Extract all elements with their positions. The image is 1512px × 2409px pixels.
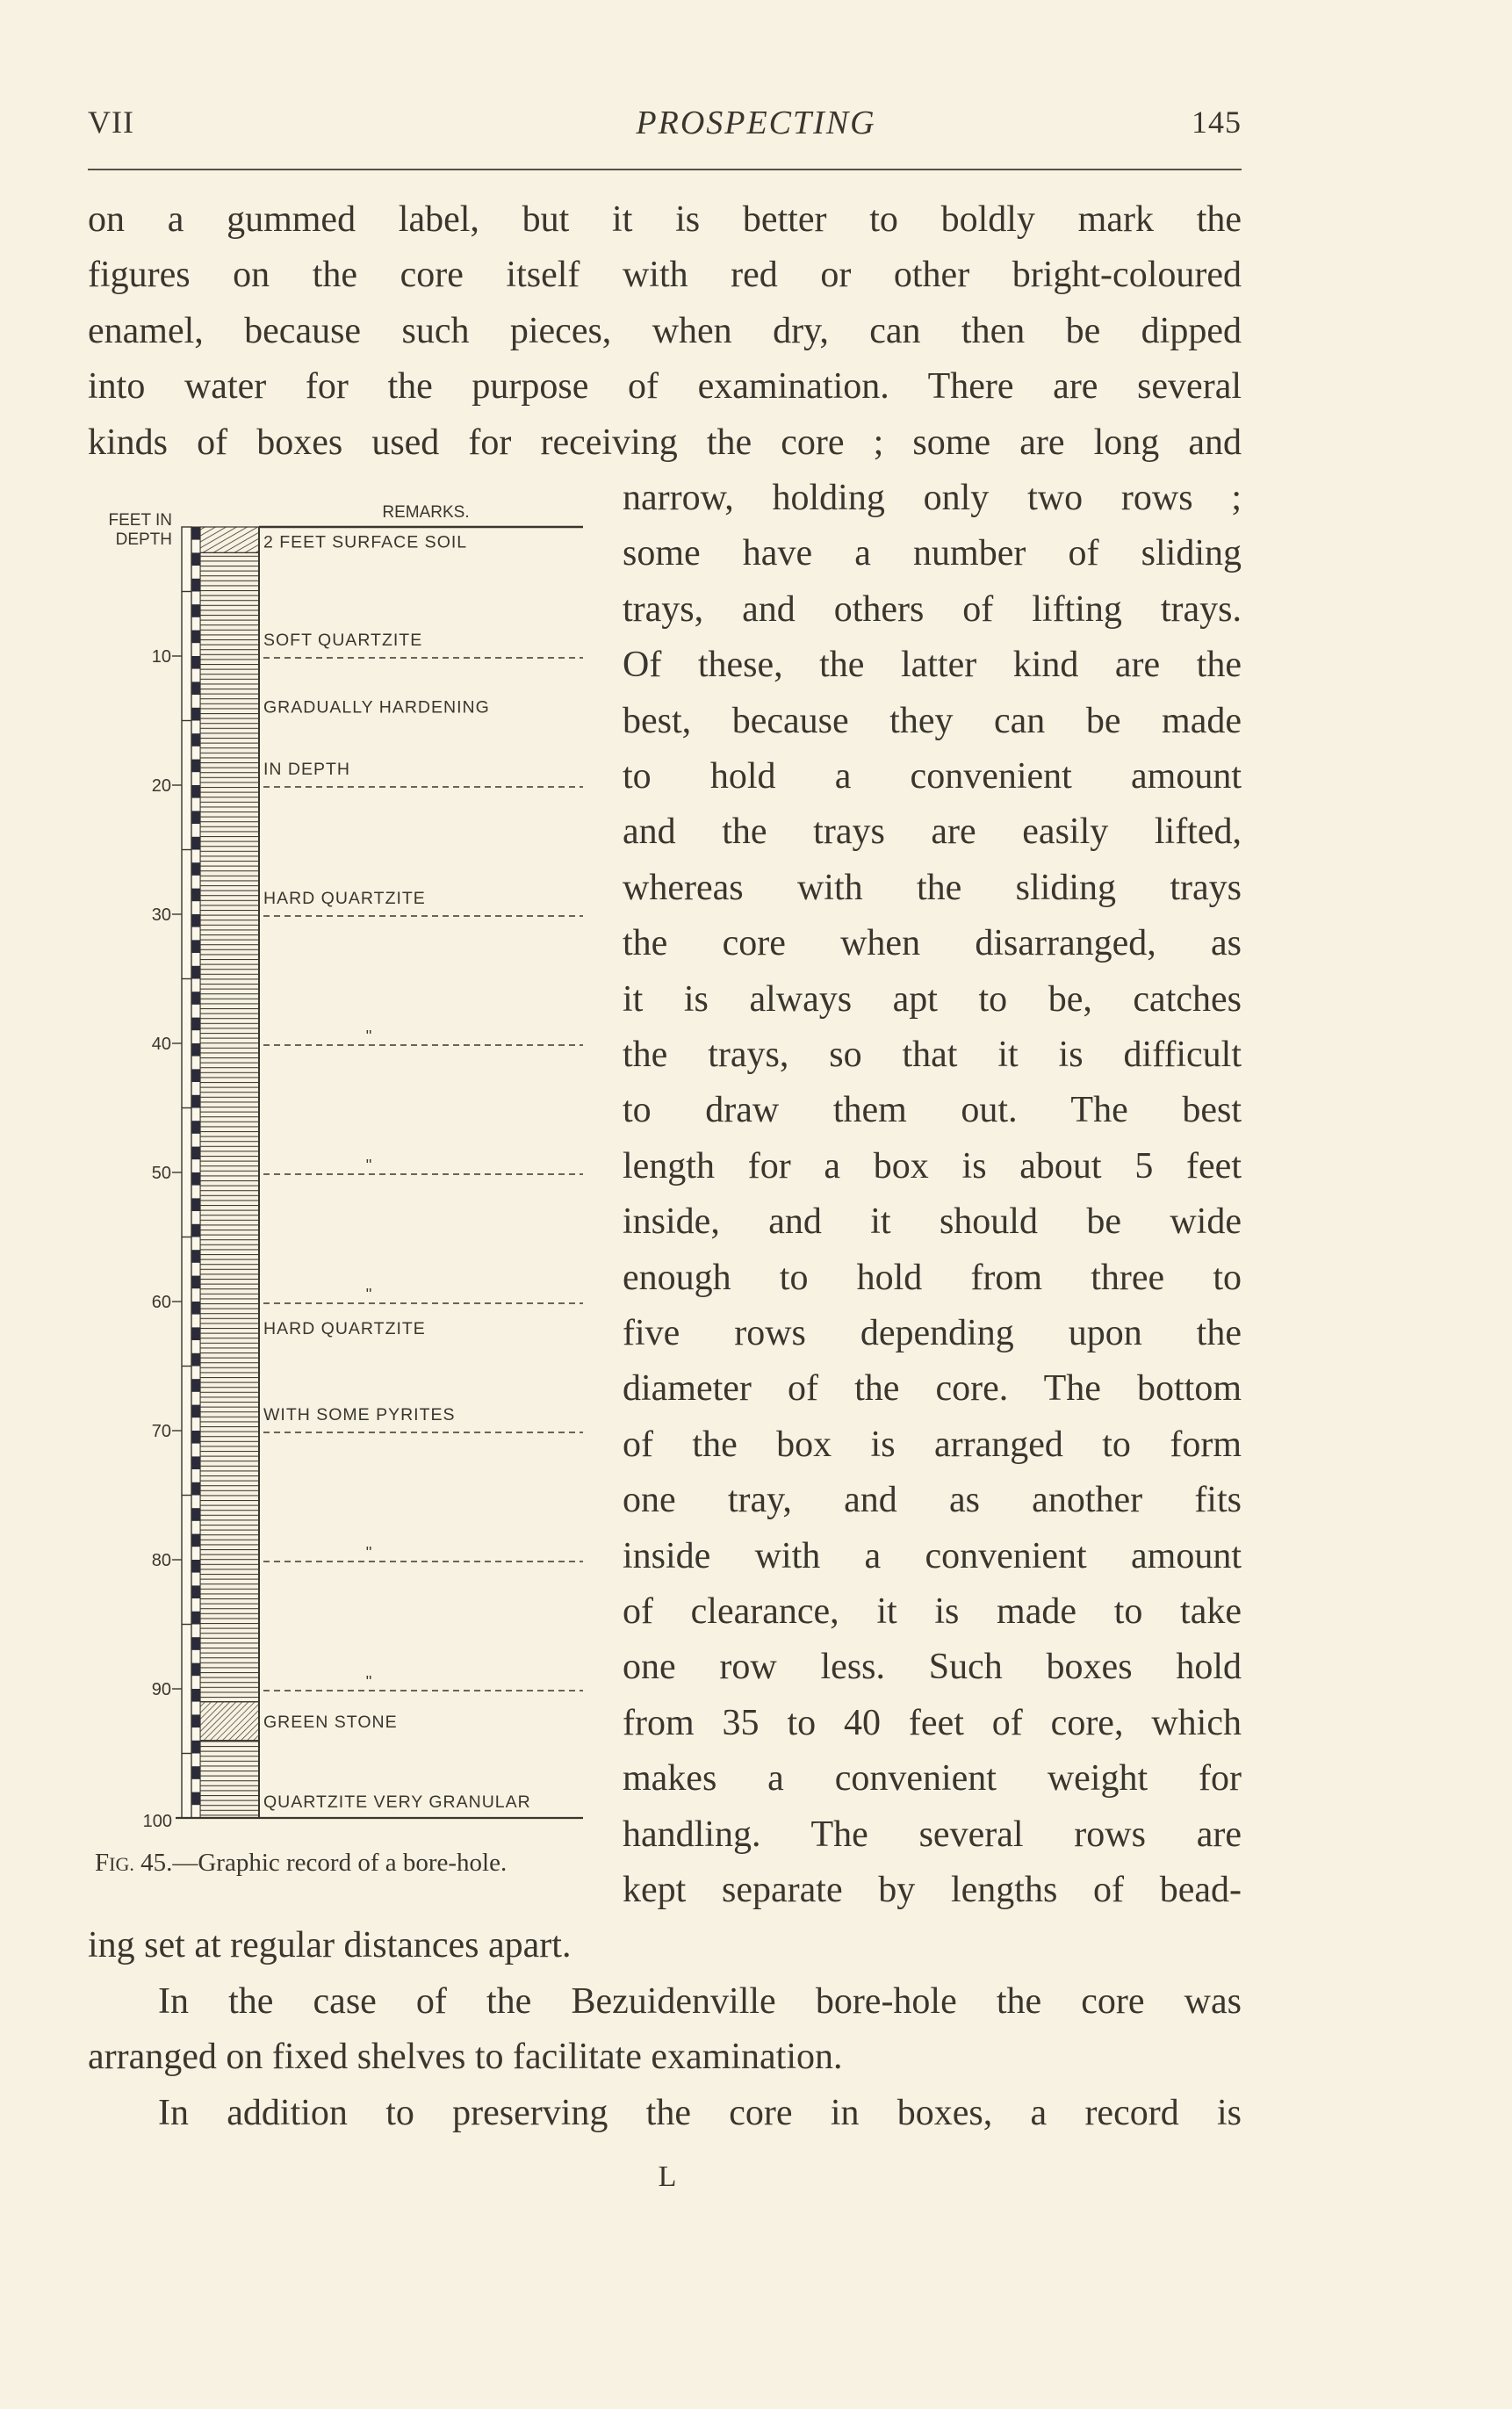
scale-square	[191, 1417, 200, 1431]
scale-square	[191, 1095, 200, 1108]
scale-square	[191, 708, 200, 721]
scale-square	[191, 1250, 200, 1263]
scale-square	[191, 1069, 200, 1082]
scale-square	[191, 1676, 200, 1689]
remark-label: HARD QUARTZITE	[263, 1318, 426, 1338]
text-line: handling. The several rows are	[623, 1814, 1242, 1855]
ditto-mark: ''	[365, 1157, 372, 1174]
figure-caption	[95, 1849, 507, 1878]
scale-square	[191, 1547, 200, 1560]
scale-square	[191, 927, 200, 941]
scale-square	[191, 1134, 200, 1147]
text-line: to hold a convenient amount	[623, 756, 1242, 797]
scale-square	[191, 1159, 200, 1172]
remark-label: IN DEPTH	[263, 760, 351, 780]
axis-label: DEPTH	[115, 530, 172, 549]
scale-square	[191, 1043, 200, 1057]
scale-square	[191, 747, 200, 760]
text-line: diameter of the core. The bottom	[623, 1368, 1242, 1410]
scale-square	[191, 1766, 200, 1779]
scale-square	[191, 1779, 200, 1792]
scale-square	[191, 1276, 200, 1289]
text-line: the core when disarranged, as	[623, 923, 1242, 964]
scale-square	[191, 1714, 200, 1727]
scale-square	[191, 1367, 200, 1380]
scale-square	[191, 1082, 200, 1095]
ditto-mark: ''	[365, 1673, 372, 1691]
text-line: and the trays are easily lifted,	[623, 811, 1242, 853]
scale-square	[191, 1018, 200, 1031]
scale-square	[191, 992, 200, 1005]
scale-square	[191, 1444, 200, 1457]
remark-label: GREEN STONE	[263, 1713, 398, 1733]
remark-label: WITH SOME PYRITES	[263, 1405, 456, 1425]
scale-square	[191, 1469, 200, 1482]
stratum-green-stone	[200, 1702, 259, 1741]
scale-square	[191, 540, 200, 553]
scale-square	[191, 1521, 200, 1534]
scale-square	[191, 579, 200, 592]
text-line: five rows depending upon the	[623, 1313, 1242, 1353]
text-line: makes a convenient weight for	[623, 1758, 1242, 1800]
text-line: narrow, holding only two rows ;	[623, 478, 1242, 518]
scale-square	[191, 1482, 200, 1496]
text-line: inside, and it should be wide	[623, 1201, 1242, 1243]
scale-square	[191, 940, 200, 953]
scale-square	[191, 1625, 200, 1638]
depth-tick-label: 60	[151, 1293, 171, 1312]
caption-part: 45.—Graphic record of a bore-hole.	[133, 1849, 508, 1877]
caption-part: IG.	[109, 1853, 134, 1875]
scale-square	[191, 631, 200, 644]
scale-square	[191, 914, 200, 927]
text-line: into water for the purpose of examination. There are several	[88, 366, 1242, 408]
depth-tick-label: 20	[151, 776, 171, 796]
scale-square	[191, 1057, 200, 1070]
scale-square	[191, 1172, 200, 1186]
depth-tick-label: 70	[151, 1422, 171, 1441]
depth-tick-label: 50	[151, 1164, 171, 1183]
text-line: best, because they can be made	[623, 700, 1242, 741]
text-line: In the case of the Bezuidenville bore-hole the core was	[158, 1980, 1242, 2022]
scale-square	[191, 1405, 200, 1418]
page-number: 145	[1192, 105, 1242, 140]
text-line: on a gummed label, but it is better to boldly mark the	[88, 199, 1242, 240]
text-line: one row less. Such boxes hold	[623, 1647, 1242, 1688]
depth-tick-label: 90	[151, 1680, 171, 1699]
scale-square	[191, 1689, 200, 1702]
scale-square	[191, 876, 200, 889]
depth-tick-label: 40	[151, 1035, 171, 1054]
scale-square	[191, 1534, 200, 1547]
scale-square	[191, 1121, 200, 1134]
remark-label: HARD QUARTZITE	[263, 889, 426, 909]
scale-square	[191, 1340, 200, 1353]
axis-label: FEET IN	[108, 511, 172, 530]
scale-square	[191, 1302, 200, 1315]
scale-square	[191, 669, 200, 682]
text-line: of clearance, it is made to take	[623, 1591, 1242, 1632]
scale-square	[191, 1792, 200, 1806]
scale-square	[191, 1431, 200, 1444]
scale-square	[191, 1727, 200, 1741]
scale-square	[191, 566, 200, 579]
ditto-mark: ''	[365, 1544, 372, 1562]
depth-tick-label: 80	[151, 1551, 171, 1570]
bore-hole-figure	[0, 0, 632, 1862]
scale-square	[191, 656, 200, 669]
scale-square	[191, 785, 200, 798]
scale-square	[191, 1612, 200, 1625]
scale-square	[191, 760, 200, 773]
scale-square	[191, 1741, 200, 1754]
scale-square	[191, 1508, 200, 1521]
scale-square	[191, 1560, 200, 1573]
remark-label: QUARTZITE VERY GRANULAR	[263, 1792, 531, 1813]
text-line: enamel, because such pieces, when dry, can then be dipped	[88, 310, 1242, 351]
scale-square	[191, 966, 200, 979]
remarks-heading: REMARKS.	[382, 503, 470, 522]
scale-square	[191, 862, 200, 876]
scale-square	[191, 643, 200, 656]
chapter-number: VII	[88, 105, 134, 140]
text-line: ing set at regular distances apart.	[88, 1925, 572, 1966]
scale-square	[191, 1585, 200, 1598]
scale-square	[191, 592, 200, 605]
stratum-soil	[200, 527, 259, 552]
ditto-mark: ''	[365, 1028, 372, 1045]
scale-square	[191, 850, 200, 863]
scale-square	[191, 1211, 200, 1224]
text-line: kept separate by lengths of bead-	[623, 1870, 1242, 1910]
scale-square	[191, 837, 200, 850]
scale-square	[191, 1754, 200, 1767]
scale-square	[191, 1650, 200, 1663]
scale-square	[191, 1263, 200, 1276]
text-line: enough to hold from three to	[623, 1257, 1242, 1298]
caption-part: F	[95, 1849, 110, 1877]
text-line: to draw them out. The best	[623, 1090, 1242, 1131]
scale-square	[191, 1327, 200, 1340]
scale-square	[191, 1353, 200, 1367]
scale-square	[191, 733, 200, 747]
scale-square	[191, 1663, 200, 1677]
scale-square	[191, 695, 200, 708]
scale-square	[191, 1573, 200, 1586]
scale-square	[191, 1237, 200, 1251]
scale-square	[191, 824, 200, 837]
text-line: figures on the core itself with red or other bright-coloured	[88, 255, 1242, 296]
remark-label: SOFT QUARTZITE	[263, 631, 423, 651]
text-line: one tray, and as another fits	[623, 1480, 1242, 1521]
scale-square	[191, 604, 200, 617]
ditto-mark: ''	[365, 1286, 372, 1303]
scale-square	[191, 552, 200, 566]
text-line: it is always apt to be, catches	[623, 978, 1242, 1020]
depth-tick-label: 30	[151, 905, 171, 925]
scale-square	[191, 798, 200, 811]
scale-square	[191, 1315, 200, 1328]
text-line: inside with a convenient amount	[623, 1535, 1242, 1576]
scale-square	[191, 772, 200, 785]
scale-square	[191, 1379, 200, 1392]
scale-square	[191, 1224, 200, 1237]
scale-square	[191, 1005, 200, 1018]
text-line: kinds of boxes used for receiving the core ; some are long and	[88, 422, 1242, 463]
scale-square	[191, 527, 200, 540]
scale-square	[191, 682, 200, 695]
scale-square	[191, 1108, 200, 1122]
scale-square	[191, 1198, 200, 1211]
stratum-quartzite	[200, 1741, 259, 1818]
scale-square	[191, 1805, 200, 1818]
scale-square	[191, 721, 200, 734]
stratum-quartzite	[200, 552, 259, 1701]
running-title: PROSPECTING	[636, 105, 876, 141]
depth-end-label: 100	[142, 1812, 172, 1831]
text-line: some have a number of sliding	[623, 533, 1242, 574]
scale-square	[191, 1186, 200, 1199]
scale-square	[191, 1496, 200, 1509]
text-line: from 35 to 40 feet of core, which	[623, 1702, 1242, 1743]
scale-square	[191, 889, 200, 902]
scale-square	[191, 1288, 200, 1302]
scale-square	[191, 953, 200, 966]
text-line: whereas with the sliding trays	[623, 867, 1242, 908]
text-line: length for a box is about 5 feet	[623, 1145, 1242, 1186]
scale-square	[191, 1147, 200, 1160]
scale-square	[191, 1456, 200, 1469]
text-line: trays, and others of lifting trays.	[623, 588, 1242, 630]
scale-square	[191, 811, 200, 824]
depth-tick-label: 10	[151, 647, 171, 667]
scale-square	[191, 1702, 200, 1715]
scale-square	[191, 1637, 200, 1650]
signature-mark: L	[658, 2160, 677, 2193]
scale-square	[191, 617, 200, 631]
text-line: the trays, so that it is difficult	[623, 1035, 1242, 1075]
remark-label: 2 FEET SURFACE SOIL	[263, 532, 468, 552]
text-line: of the box is arranged to form	[623, 1424, 1242, 1465]
scale-square	[191, 1030, 200, 1043]
scale-square	[191, 1598, 200, 1612]
remark-label: GRADUALLY HARDENING	[263, 697, 490, 718]
scale-square	[191, 1392, 200, 1405]
scale-square	[191, 901, 200, 914]
text-line: In addition to preserving the core in boxes, a record is	[158, 2092, 1242, 2133]
text-line: arranged on fixed shelves to facilitate examination.	[88, 2037, 843, 2078]
text-line: Of these, the latter kind are the	[623, 645, 1242, 686]
scale-square	[191, 979, 200, 992]
